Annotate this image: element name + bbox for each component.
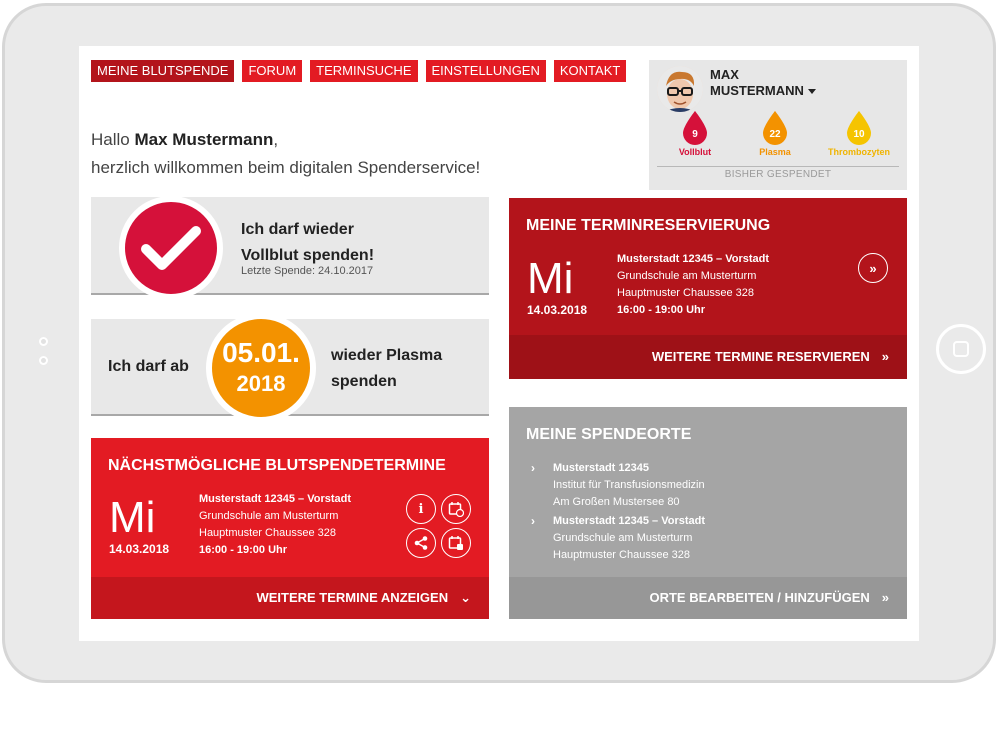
- share-button[interactable]: [406, 528, 436, 558]
- calendar-reserve-icon: [448, 535, 464, 551]
- checkmark-icon: [119, 196, 223, 300]
- reservation-street: Hauptmuster Chaussee 328: [617, 287, 754, 299]
- plasma-date-year: 2018: [236, 371, 286, 396]
- locations-list: [531, 460, 705, 566]
- double-chevron-down-icon: ⌄: [460, 590, 471, 605]
- status-plasma-prefix: Ich darf ab: [108, 358, 189, 375]
- location-name: Grundschule am Musterturm: [553, 532, 693, 544]
- status-vollblut-card: [91, 197, 489, 295]
- reserve-more-label: WEITERE TERMINE RESERVIEREN: [651, 349, 870, 364]
- reservation-panel: [509, 198, 907, 379]
- thrombozyten-drop-icon: [845, 110, 873, 146]
- reservation-title: MEINE TERMINRESERVIERUNG: [526, 217, 771, 234]
- count-plasma: 22: [769, 129, 781, 140]
- next-date: 14.03.2018: [109, 542, 170, 556]
- count-thrombozyten: 10: [853, 129, 865, 140]
- status-plasma-suffix-line1: wieder Plasma: [331, 347, 443, 364]
- reserve-calendar-button[interactable]: [441, 528, 471, 558]
- show-more-dates-button[interactable]: [91, 577, 489, 619]
- greeting-comma: ,: [273, 130, 279, 149]
- label-thrombozyten: Thrombozyten: [828, 147, 890, 157]
- plasma-date-day: 05.01.: [222, 337, 300, 368]
- camera-dot: [39, 337, 48, 346]
- profile-footer: BISHER GESPENDET: [724, 169, 832, 180]
- screen: [79, 46, 919, 641]
- greeting-welcome: herzlich willkommen beim digitalen Spenderservice!: [91, 158, 481, 177]
- double-chevron-right-icon: »: [881, 590, 889, 605]
- chevron-right-icon: ›: [531, 461, 535, 475]
- next-time: 16:00 - 19:00 Uhr: [199, 544, 288, 556]
- list-item[interactable]: [531, 513, 705, 564]
- profile-box: [649, 60, 907, 190]
- profile-divider: [657, 166, 899, 167]
- location-street: Hauptmuster Chaussee 328: [553, 549, 690, 561]
- location-name: Institut für Transfusionsmedizin: [553, 479, 705, 491]
- status-plasma-suffix: [331, 343, 442, 395]
- donation-vollblut: [655, 110, 735, 157]
- next-place: Grundschule am Musterturm: [199, 510, 339, 522]
- home-button[interactable]: [936, 324, 986, 374]
- reservation-details-button[interactable]: [858, 253, 888, 283]
- info-icon: i: [418, 501, 424, 517]
- info-button[interactable]: [406, 494, 436, 524]
- plasma-drop-icon: [761, 110, 789, 146]
- status-vollblut-line1: Ich darf wieder: [241, 221, 354, 238]
- share-icon: [413, 535, 429, 551]
- reservation-place: Grundschule am Musterturm: [617, 270, 757, 282]
- nav-item-meine-blutspende[interactable]: MEINE BLUTSPENDE: [91, 60, 234, 82]
- label-plasma: Plasma: [759, 147, 791, 157]
- plasma-date-badge: [206, 313, 316, 423]
- reserve-more-button[interactable]: [509, 335, 907, 379]
- main-nav: [91, 60, 626, 82]
- next-dates-panel: [91, 438, 489, 619]
- chevron-right-icon: ›: [531, 514, 535, 528]
- nav-item-einstellungen[interactable]: EINSTELLUNGEN: [426, 60, 546, 82]
- greeting: [91, 126, 480, 182]
- edit-locations-button[interactable]: [509, 577, 907, 619]
- donation-counts: [649, 110, 907, 166]
- location-street: Am Großen Mustersee 80: [553, 496, 680, 508]
- greeting-name: Max Mustermann: [134, 130, 274, 149]
- status-plasma-suffix-line2: spenden: [331, 373, 397, 390]
- profile-first-name: MAX: [710, 67, 739, 82]
- next-city: Musterstadt 12345 – Vorstadt: [199, 493, 352, 505]
- blood-drop-icon: [681, 110, 709, 146]
- next-street: Hauptmuster Chaussee 328: [199, 527, 336, 539]
- caret-down-icon[interactable]: [808, 89, 816, 94]
- reservation-time: 16:00 - 19:00 Uhr: [617, 304, 706, 316]
- reservation-location: [617, 251, 769, 319]
- reservation-date: 14.03.2018: [527, 303, 588, 317]
- nav-item-kontakt[interactable]: KONTAKT: [554, 60, 626, 82]
- next-location: [199, 491, 351, 559]
- locations-panel: [509, 407, 907, 619]
- status-vollblut-line2: Vollblut spenden!: [241, 247, 375, 264]
- double-chevron-right-icon: »: [869, 260, 877, 276]
- count-vollblut: 9: [692, 129, 698, 140]
- calendar-add-icon: [448, 501, 464, 517]
- reservation-weekday: Mi: [527, 254, 574, 303]
- label-vollblut: Vollblut: [678, 147, 712, 157]
- reservation-city: Musterstadt 12345 – Vorstadt: [617, 253, 770, 265]
- location-city: Musterstadt 12345: [553, 462, 649, 474]
- sensor-dot: [39, 356, 48, 365]
- double-chevron-right-icon: »: [881, 349, 889, 364]
- donation-thrombozyten: [815, 110, 903, 157]
- location-city: Musterstadt 12345 – Vorstadt: [553, 515, 706, 527]
- status-vollblut-title: [241, 217, 374, 269]
- greeting-hello: Hallo: [91, 130, 130, 149]
- nav-item-forum[interactable]: FORUM: [242, 60, 302, 82]
- edit-locations-label: ORTE BEARBEITEN / HINZUFÜGEN: [649, 590, 870, 605]
- add-calendar-button[interactable]: [441, 494, 471, 524]
- profile-name[interactable]: [710, 67, 816, 99]
- locations-title: MEINE SPENDEORTE: [526, 426, 692, 443]
- nav-item-terminsuche[interactable]: TERMINSUCHE: [310, 60, 417, 82]
- donation-plasma: [735, 110, 815, 157]
- show-more-dates-label: WEITERE TERMINE ANZEIGEN: [256, 590, 449, 605]
- next-dates-title: NÄCHSTMÖGLICHE BLUTSPENDETERMINE: [108, 457, 446, 474]
- list-item[interactable]: [531, 460, 705, 511]
- status-plasma-card: [91, 319, 489, 416]
- last-donation: Letzte Spende: 24.10.2017: [241, 265, 374, 277]
- profile-last-name: MUSTERMANN: [710, 83, 804, 98]
- home-icon: [953, 341, 969, 357]
- avatar[interactable]: [657, 66, 703, 112]
- next-weekday: Mi: [109, 493, 156, 542]
